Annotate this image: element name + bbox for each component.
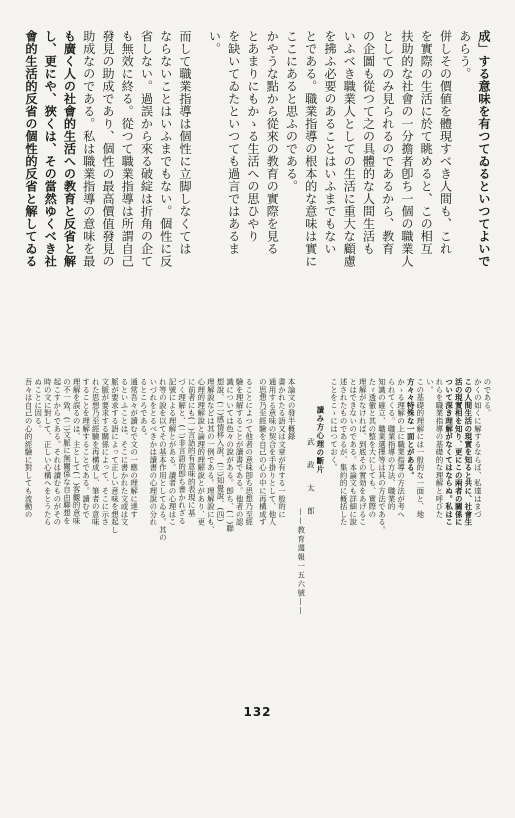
text-column: の不一致、(二)文脈に無關係な自由聯想を [62, 378, 72, 525]
text-column: いづれをとるべきかは讀書の心理說の分れ [148, 378, 158, 526]
text-column: 理解がなければ、到底その實効をあげるこ [358, 378, 368, 526]
text-column: を缺いてゐたといつても過言ではあるま [226, 30, 241, 255]
text-column: 知識の確立、職業選擇等は其の方法である。 [377, 378, 387, 534]
text-column: かゝる理解の上に職業指導の方法が考へ [396, 378, 406, 519]
text-column: を實際の生活に於て眺めると、この相互 [419, 30, 434, 255]
text-column: 心理的理解說と論理的理解說とがあり、更 [196, 378, 206, 526]
text-column: この基礎的理解には一般的な一面と、地 [415, 378, 425, 519]
text-column: 通常吾々が讀むで文の一應の理解に達す [129, 378, 139, 519]
text-column: ことをこゝにはつておく。 [329, 378, 339, 472]
top-text-block [22, 30, 492, 348]
text-column: るといふことは、そこに書かれた文或は文 [120, 378, 130, 526]
text-column: ここにあると思ふのである。 [284, 30, 299, 193]
text-column: 書かれたる語又は文章が有する一般的に [277, 378, 287, 519]
text-column: の思想乃至經驗を自己の心の中に再構成す [258, 378, 268, 526]
text-column: 起こすからである。それは讀むものがその [52, 378, 62, 526]
text-column: 識については色々の說がある。卽ち、(一)聯 [225, 378, 235, 533]
text-column: 吾々は自己の心的經驗に對しても流動の [24, 378, 34, 519]
text-column: することを理解することである。讀むで [81, 378, 91, 519]
text-column: も無效に終る。從つて職業指導は所謂自己 [120, 30, 135, 268]
text-column: に前者にも(一)言語的有意味的表現に基 [187, 378, 197, 517]
text-column: れらを職業指導の基礎的な理解と呼びた [435, 378, 445, 519]
text-column: ぬことに因る。 [33, 378, 43, 433]
text-column: のである。 [483, 378, 492, 417]
text-column: あらう。 [457, 30, 472, 80]
text-column: 通用する意味の契合を手掛りとして、他人 [267, 378, 277, 526]
text-column: れ等の說を以てその基本作用としてゐる。其の [158, 378, 168, 542]
page-number: 132 [243, 705, 272, 719]
text-column: 驗を理解することが讀書である。他者の認 [235, 378, 245, 526]
text-column: いふべき職業人としての生活に重大な顧慮 [342, 30, 357, 268]
text-column: 時の文に對して、正しい心構へをとうたら [43, 378, 53, 526]
text-column: い。 [425, 378, 435, 394]
text-column: 併しその價値を體現すべき人間も、これ [438, 30, 453, 255]
text-column: ることによつて他者の意味卽ち思想乃至經 [244, 378, 254, 526]
text-column: し、更にや、狹くは、その當然ゆくべき社 [43, 30, 58, 268]
author-name: 武 政 太 郎 [306, 438, 316, 519]
text-column: 助成なのである。私は職業指導の意味を最 [81, 30, 96, 268]
text-column: たゞ透徹と其の整を大にしても、實際の [367, 378, 377, 519]
paragraph-gap [195, 30, 203, 348]
text-column: 述されたものであるが、集約的に概括した [339, 378, 349, 526]
text-column: 成」する意味を有つてゐるといつてよいで [477, 30, 491, 268]
text-column: い。 [207, 30, 222, 55]
text-column: 發見の助成であり、個性の最高價值發見の [101, 30, 115, 268]
text-column: 理解を誤るのは、主として(一)客觀的意味 [72, 378, 82, 525]
text-column: 省しない。過誤から來る破綻は折角の企て [139, 30, 154, 268]
text-column: れた思想乃至經驗を再構成し、筆者の意味 [91, 378, 101, 526]
text-column: の企圖も從つて之の具體的な人間生活も [361, 30, 376, 255]
text-column: られてくる。職業指導の方法、職業的 [387, 378, 397, 511]
text-column: 會的生活的反省の個性的反省と解してゐる [24, 30, 38, 268]
source-citation: ——教育週報一五六號—— [296, 508, 306, 616]
text-column: ならないことはいふまでもない。個性に反 [158, 30, 173, 268]
text-column: 活の現實相を知り、更にこの兩者の關係に [454, 378, 464, 526]
text-column: も廣く人の社會的生活への教育と反省と解 [62, 30, 77, 268]
text-column: るところである。 [139, 378, 149, 441]
text-column: かくの如くに解するならば、私達はまづ [473, 378, 483, 519]
article-heading: 讀み方心理の斷片 [315, 406, 325, 474]
text-column: 想說、(二)感情移入說、(三)知覺說、(四) [215, 378, 225, 522]
text-column: 本論文の發半概錄 [287, 378, 297, 441]
text-column: としてのみ見られるのであるから、教育 [380, 30, 395, 255]
text-column: 理解說などは其の一例である。理解說にも、 [206, 378, 216, 534]
text-column: かやうな點から從來の教育の實際を見る [265, 30, 280, 255]
text-column: 記號による理解とがある。讀者の心理はこ [168, 378, 177, 526]
text-column: とである。職業指導の根本的な意味は實に [303, 30, 318, 268]
text-column: 扶助的な社會の一分擔者卽ち一個の職業人 [400, 30, 414, 268]
text-column: この人間生活の現實を知ると共に、社會生 [463, 378, 473, 526]
text-column: づく理解と、(二)非言語的卽ち書かれざる [177, 378, 187, 525]
text-column: とあまりにもかゝる生活への思ひやり [246, 30, 260, 243]
text-column: ついて深き理解がなくてはならぬ。私はこ [444, 378, 454, 526]
text-column: 文脈が要求する關係によって、そこに示さ [100, 378, 110, 526]
bottom-text-block [22, 378, 492, 688]
text-column: 方々々特殊な一面とがある。 [406, 378, 416, 480]
text-column: とはできないのである。本論文も詳細に說 [348, 378, 358, 526]
text-column: 而して職業指導は個性に立脚しなくては [178, 30, 192, 255]
text-column: を拂ふ必要のあることはいふまでもない [323, 30, 337, 255]
text-column: 脈が要求する語によって正しい意味を想起し [110, 378, 120, 534]
